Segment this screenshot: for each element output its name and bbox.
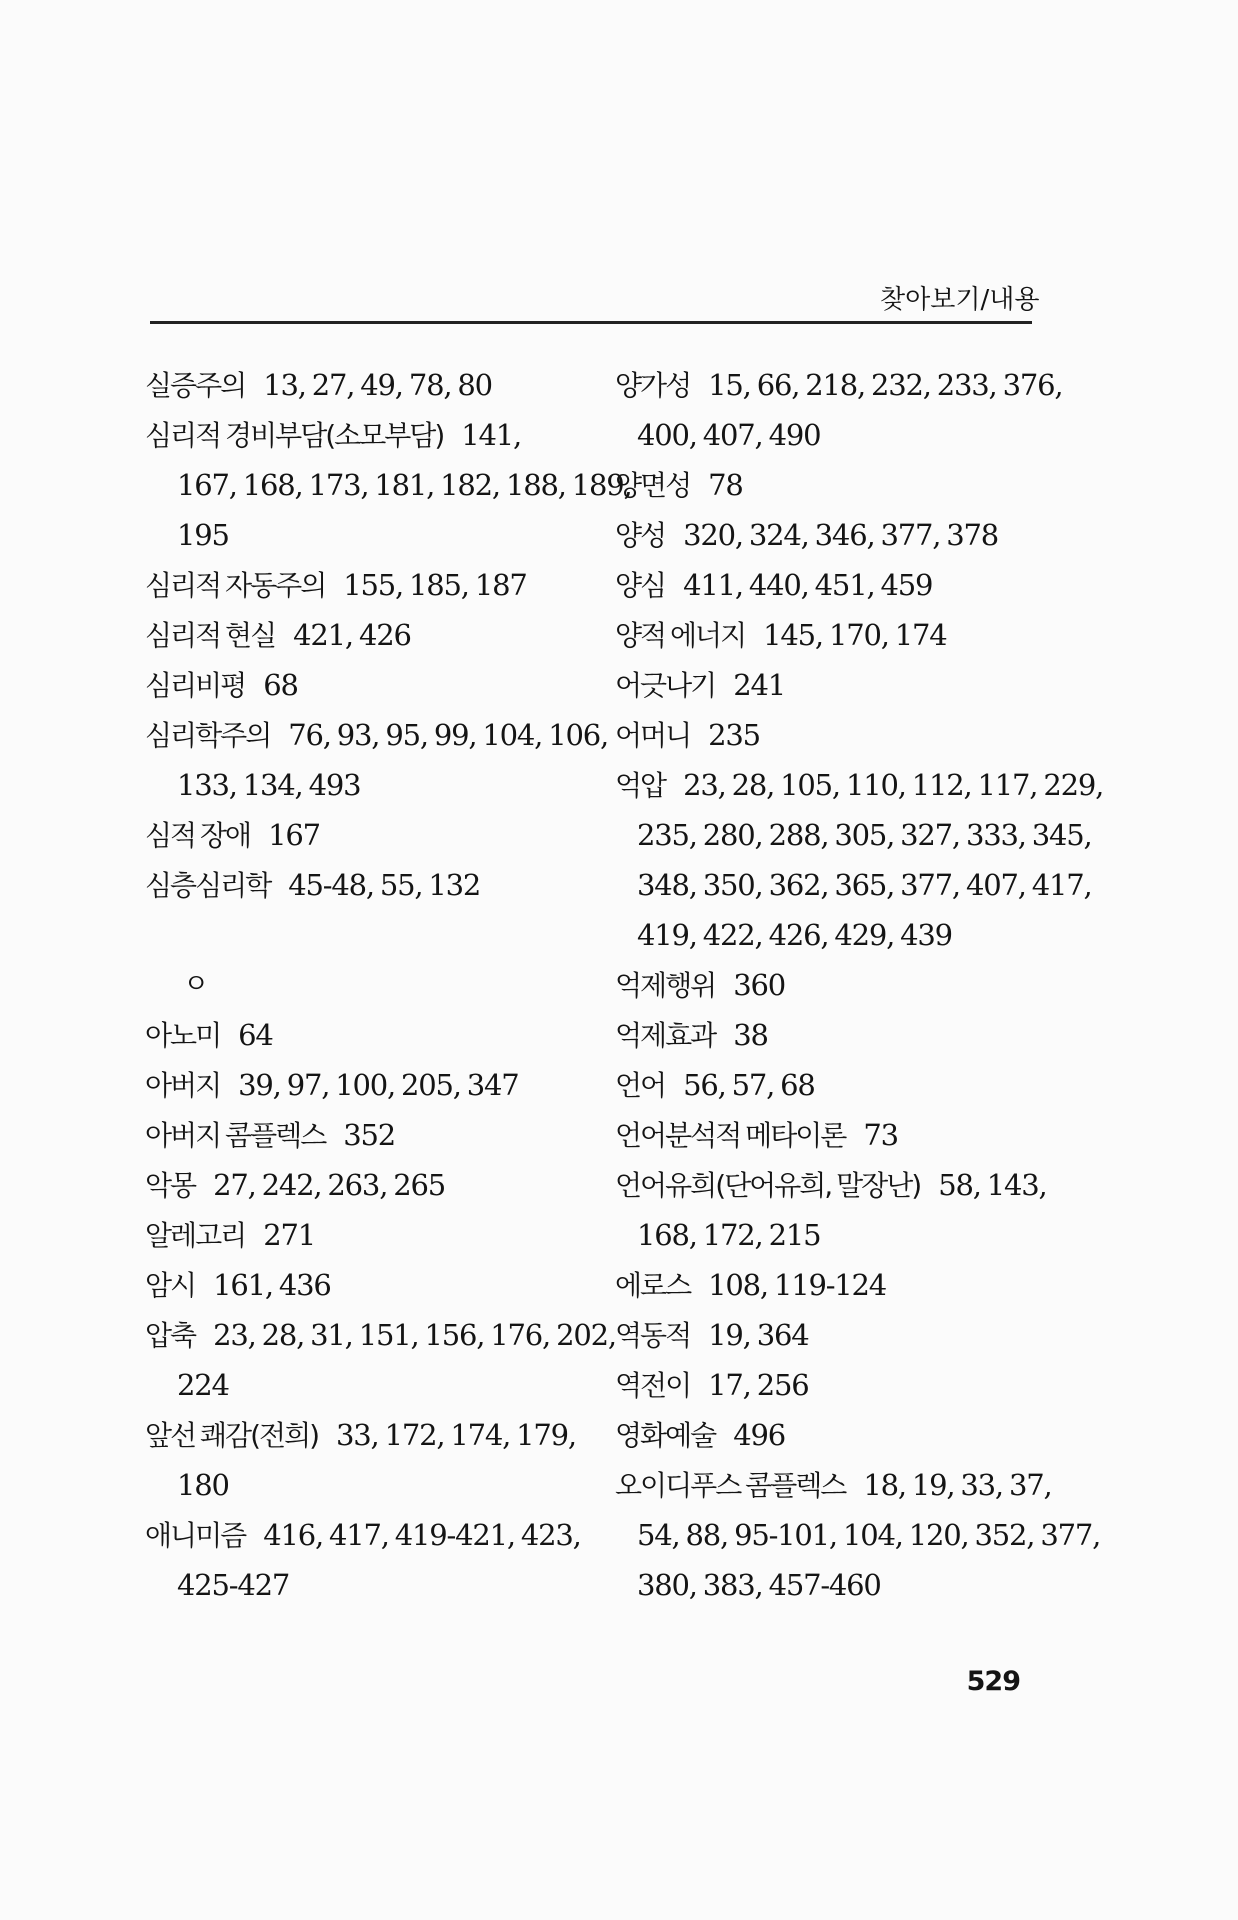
page-references: 27, 242, 263, 265: [213, 1168, 445, 1202]
section-letter: ㅇ: [183, 969, 210, 1000]
index-term: 양적 에너지: [615, 619, 746, 652]
index-entry: [145, 1510, 585, 1560]
page-references: 411, 440, 451, 459: [683, 568, 933, 602]
page-references: 13, 27, 49, 78, 80: [263, 368, 492, 402]
index-entry: [615, 1010, 1040, 1060]
index-entry: [615, 660, 1040, 710]
running-header: 찾아보기/내용: [880, 285, 1040, 315]
index-entry: [615, 1060, 1040, 1110]
header-rule: [150, 321, 1032, 324]
index-entry-continuation: 224: [177, 1368, 229, 1402]
index-term: 양성: [615, 519, 666, 552]
index-entry: [615, 1410, 1040, 1460]
index-term: 아버지 콤플렉스: [145, 1119, 326, 1152]
index-entry: [145, 1110, 585, 1160]
index-term: 압축: [145, 1319, 196, 1352]
index-term: 아노미: [145, 1019, 221, 1052]
index-term: 아버지: [145, 1069, 221, 1102]
index-entry-continuation: 380, 383, 457-460: [637, 1568, 881, 1602]
index-entry-continuation: 235, 280, 288, 305, 327, 333, 345,: [637, 818, 1092, 852]
index-term: 에로스: [615, 1269, 691, 1302]
index-entry: [615, 1110, 1040, 1160]
index-entry: [615, 1260, 1040, 1310]
index-entry: [615, 1310, 1040, 1360]
index-term: 역전이: [615, 1369, 691, 1402]
index-column-right: [615, 360, 1104, 1610]
index-entry-continuation: 425-427: [177, 1568, 290, 1602]
index-entry: [615, 710, 1040, 760]
index-entry: [615, 760, 1104, 810]
index-term: 언어유희(단어유희, 말장난): [615, 1169, 921, 1202]
index-term: 억제행위: [615, 969, 716, 1002]
page-references: 33, 172, 174, 179,: [336, 1418, 576, 1452]
page-references: 58, 143,: [938, 1168, 1047, 1202]
index-entry: [145, 1160, 585, 1210]
index-entry: [145, 360, 585, 410]
page-references: 23, 28, 31, 151, 156, 176, 202,: [213, 1318, 616, 1352]
page-references: 15, 66, 218, 232, 233, 376,: [708, 368, 1063, 402]
index-column-left: [145, 360, 632, 1610]
index-group-right: [615, 360, 1104, 1610]
page-references: 161, 436: [213, 1268, 331, 1302]
index-term: 심리적 자동주의: [145, 569, 326, 602]
index-entry: [145, 1010, 585, 1060]
page-references: 416, 417, 419-421, 423,: [263, 1518, 581, 1552]
index-entry: [145, 810, 585, 860]
page-references: 108, 119-124: [708, 1268, 887, 1302]
index-entry-continuation: 54, 88, 95-101, 104, 120, 352, 377,: [637, 1518, 1101, 1552]
index-entry-continuation: 180: [177, 1468, 229, 1502]
section-gap: [145, 910, 585, 960]
index-entry: [615, 960, 1040, 1010]
page-references: 56, 57, 68: [683, 1068, 815, 1102]
index-entry: [615, 560, 1040, 610]
index-group-left-b: [145, 1010, 616, 1610]
index-entry: [615, 1160, 1047, 1210]
index-term: 심리학주의: [145, 719, 271, 752]
index-term: 영화예술: [615, 1419, 716, 1452]
index-term: 역동적: [615, 1319, 691, 1352]
index-entry: [615, 1360, 1040, 1410]
page-references: 76, 93, 95, 99, 104, 106,: [288, 718, 608, 752]
page-references: 18, 19, 33, 37,: [863, 1468, 1052, 1502]
index-entry-continuation: 419, 422, 426, 429, 439: [637, 918, 952, 952]
page-references: 68: [263, 668, 298, 702]
page-references: 320, 324, 346, 377, 378: [683, 518, 999, 552]
index-term: 언어분석적 메타이론: [615, 1119, 846, 1152]
index-term: 억제효과: [615, 1019, 716, 1052]
page-references: 235: [708, 718, 760, 752]
page-references: 496: [733, 1418, 785, 1452]
page-references: 141,: [461, 418, 522, 452]
index-group-left-a: [145, 360, 632, 910]
page-references: 45-48, 55, 132: [288, 868, 481, 902]
index-term: 오이디푸스 콤플렉스: [615, 1469, 846, 1502]
index-entry: [615, 510, 1040, 560]
index-entry: [145, 610, 585, 660]
index-term: 앞선 쾌감(전희): [145, 1419, 319, 1452]
index-term: 양면성: [615, 469, 691, 502]
index-term: 실증주의: [145, 369, 246, 402]
page-references: 155, 185, 187: [343, 568, 527, 602]
index-entry: [145, 860, 585, 910]
index-term: 언어: [615, 1069, 666, 1102]
index-entry: [145, 1410, 585, 1460]
page-references: 360: [733, 968, 785, 1002]
index-entry: [145, 1060, 585, 1110]
index-entry-continuation: 133, 134, 493: [177, 768, 361, 802]
page-references: 64: [238, 1018, 273, 1052]
index-term: 심리적 현실: [145, 619, 276, 652]
page-references: 23, 28, 105, 110, 112, 117, 229,: [683, 768, 1104, 802]
index-entry-continuation: 195: [177, 518, 229, 552]
page-number: 529: [966, 1666, 1020, 1697]
index-term: 어머니: [615, 719, 691, 752]
index-entry: [615, 610, 1040, 660]
page-references: 17, 256: [708, 1368, 809, 1402]
page-references: 241: [733, 668, 785, 702]
page-references: 38: [733, 1018, 768, 1052]
index-entry: [145, 1310, 616, 1360]
index-entry: [145, 710, 608, 760]
index-entry: [615, 1460, 1052, 1510]
index-entry: [145, 660, 585, 710]
page-references: 167: [268, 818, 320, 852]
index-term: 알레고리: [145, 1219, 246, 1252]
index-entry: [615, 460, 1040, 510]
index-term: 심리비평: [145, 669, 246, 702]
index-entry: [145, 560, 585, 610]
index-entry: [145, 410, 585, 460]
page-references: 421, 426: [293, 618, 411, 652]
index-term: 심리적 경비부담(소모부담): [145, 419, 444, 452]
index-entry-continuation: 400, 407, 490: [637, 418, 821, 452]
index-entry-continuation: 167, 168, 173, 181, 182, 188, 189,: [177, 468, 632, 502]
index-term: 애니미즘: [145, 1519, 246, 1552]
page-references: 352: [343, 1118, 396, 1152]
index-term: 악몽: [145, 1169, 196, 1202]
index-entry-continuation: 168, 172, 215: [637, 1218, 821, 1252]
page-references: 145, 170, 174: [763, 618, 947, 652]
index-entry-continuation: 348, 350, 362, 365, 377, 407, 417,: [637, 868, 1092, 902]
index-term: 양심: [615, 569, 666, 602]
index-term: 암시: [145, 1269, 196, 1302]
index-term: 심층심리학: [145, 869, 271, 902]
index-entry: [145, 1210, 585, 1260]
page-references: 73: [863, 1118, 898, 1152]
index-entry: [615, 360, 1063, 410]
index-term: 어긋나기: [615, 669, 716, 702]
page-references: 19, 364: [708, 1318, 809, 1352]
page-references: 39, 97, 100, 205, 347: [238, 1068, 519, 1102]
index-term: 억압: [615, 769, 666, 802]
index-term: 양가성: [615, 369, 691, 402]
index-entry: [145, 1260, 585, 1310]
page-references: 78: [708, 468, 743, 502]
index-term: 심적 장애: [145, 819, 251, 852]
page-references: 271: [263, 1218, 315, 1252]
